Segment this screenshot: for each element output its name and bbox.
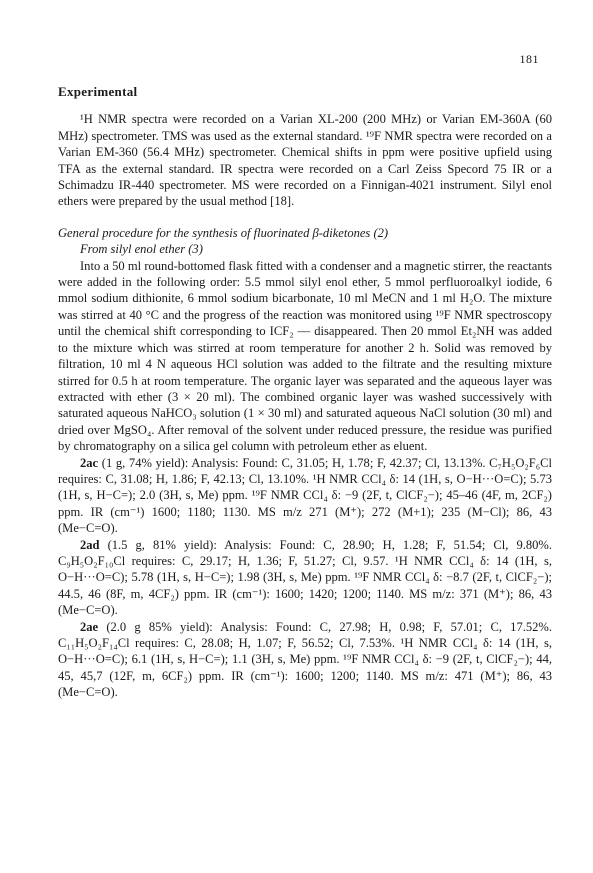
intro-paragraph: ¹H NMR spectra were recorded on a Varian XL-200 (200 MHz) or Varian EM-360A (60 MHz) spectrometer. TMS was used as the external standard. ¹⁹F NMR spectra were recorded on a Varian EM-360 (56.4 MHz) spectrometer. Chemical shifts in ppm were positive upfield using TFA as the external standard. IR spectra were recorded on a Carl Zeiss Specord 75 IR or a Schimadzu IR-440 spectrometer. MS were recorded on a Finnigan-4021 instrument. Silyl enol ethers were prepared by the usual method [18]. (58, 112, 552, 209)
compound-entry-2ad (58, 537, 552, 619)
compound-data: (2.0 g 85% yield): Analysis: Found: C, 27.98; H, 0.98; F, 57.01; C, 17.52%. C₁₁H₅O₂F₁₄Cl requires: C, 28.08; H, 1.07; F, 56.52; Cl, 7.53%. ¹H NMR CCl₄ δ: 14 (1H, s, O−H···O=C); 6.1 (1H, s, H−C=); 1.1 (3H, s, Me) ppm. ¹⁹F NMR CCl₄ δ: −9 (2F, t, ClCF₂−); 44, 45, 45,7 (12F, m, 6CF₂) ppm. IR (cm⁻¹): 1600; 1200; 1140. MS m/z: 471 (M⁺); 86, 43 (Me−C=O). (58, 619, 552, 700)
compound-label: 2ac (80, 455, 99, 470)
procedure-title: General procedure for the synthesis of fluorinated β-diketones (2) (58, 225, 389, 240)
compound-label: 2ae (80, 619, 99, 634)
compound-data: (1 g, 74% yield): Analysis: Found: C, 31.05; H, 1.78; F, 42.37; Cl, 13.13%. C₇H₅O₂F₆Cl requires: C, 31.08; H, 1.86; F, 42.13; Cl, 13.10%. ¹H NMR CCl₄ δ: 14 (1H, s, O−H···O=C); 5.73 (1H, s, H−C=); 2.0 (3H, s, Me) ppm. ¹⁹F NMR CCl₄ δ: −9 (2F, t, ClCF₂−); 45–46 (4F, m, 2CF₂) ppm. IR (cm⁻¹) 1600; 1180; 1130. MS m/z 271 (M⁺); 272 (M+1); 235 (M−Cl); 86, 43 (Me−C=O). (58, 455, 552, 536)
procedure-subtitle: From silyl enol ether (3) (80, 242, 203, 257)
compound-label: 2ad (80, 537, 100, 552)
page-content (58, 84, 552, 701)
compound-entry-2ae (58, 619, 552, 701)
page-number: 181 (519, 52, 539, 66)
compound-data: (1.5 g, 81% yield): Analysis: Found: C, 28.90; H, 1.28; F, 51.54; Cl, 9.80%. C₉H₅O₂F₁₀Cl requires: C, 29.17; H, 1.36; F, 51.27; Cl, 9.57. ¹H NMR CCl₄ δ: 14 (1H, s, O−H···O=C); 5.78 (1H, s, H−C=); 1.98 (3H, s, Me) ppm. ¹⁹F NMR CCl₄ δ: −8.7 (2F, t, ClCF₂−); 44.5, 46 (8F, m, 4CF₂) ppm. IR (cm⁻¹): 1600; 1420; 1200; 1140. MS m/z: 371 (M⁺); 86, 43 (Me−C=O). (58, 537, 552, 618)
section-heading: Experimental (58, 84, 138, 99)
compound-entry-2ac (58, 455, 552, 537)
procedure-paragraph: Into a 50 ml round-bottomed flask fitted with a condenser and a magnetic stirrer, the reactants were added in the following order: 5.5 mmol silyl enol ether, 5 mmol perfluoroalkyl iodide, 6 mmol sodium dithionite, 6 mmol sodium bicarbonate, 10 ml MeCN and 1 ml H₂O. The mixture was stirred at 40 °C and the progress of the reaction was monitored using ¹⁹F NMR spectroscopy until the chemical shift corresponding to ICF₂ — disappeared. Then 20 mmol Et₂NH was added to the mixture which was stirred at room temperature for another 2 h. Solid was removed by filtration, 10 ml 4 N aqueous HCl solution was added to the filtrate and the resulting mixture stirred for 0.5 h at room temperature. The organic layer was separated and the aqueous layer was extracted with ether (3 × 20 ml). The combined organic layer was washed successively with saturated aqueous NaHCO₃ solution (1 × 30 ml) and saturated aqueous NaCl solution (30 ml) and dried over MgSO₄. After removal of the solvent under reduced pressure, the residue was purified by chromatography on a silica gel column with petroleum ether as eluent. (58, 258, 552, 454)
